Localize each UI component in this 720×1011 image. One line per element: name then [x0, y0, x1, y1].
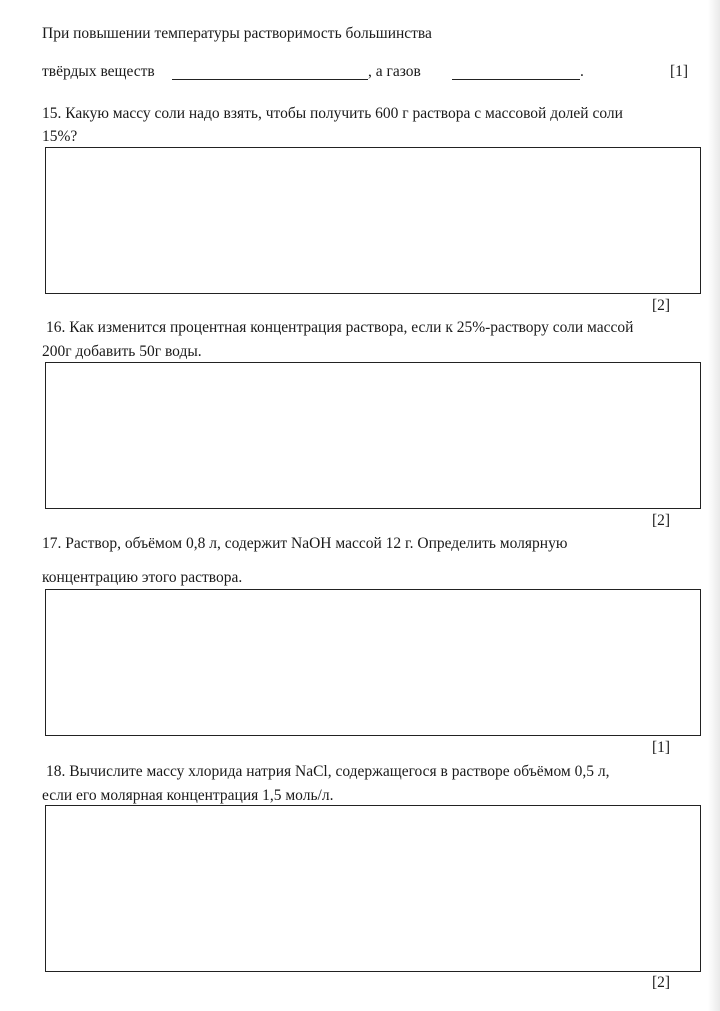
q15-line2: 15%? [42, 128, 78, 145]
q14-line2-end: . [580, 63, 584, 80]
q14-score: [1] [670, 63, 689, 80]
q14-line2-start: твёрдых веществ [42, 63, 155, 80]
q16-line1: 16. Как изменится процентная концентрация раствора, если к 25%-раствору соли массой [46, 319, 634, 336]
q16-answer-box[interactable] [45, 362, 701, 509]
q16-score: [2] [652, 512, 671, 529]
q14-blank-solids[interactable] [172, 79, 368, 80]
q18-line2: если его молярная концентрация 1,5 моль/л. [42, 787, 334, 804]
q17-line1: 17. Раствор, объёмом 0,8 л, содержит NaOH массой 12 г. Определить молярную [42, 535, 568, 552]
q16-line2: 200г добавить 50г воды. [42, 343, 202, 360]
q17-score: [1] [652, 739, 671, 756]
q15-score: [2] [652, 297, 671, 314]
page-edge-shadow [708, 0, 720, 1011]
q17-answer-box[interactable] [45, 589, 701, 736]
q18-answer-box[interactable] [45, 805, 701, 972]
q14-blank-gases[interactable] [452, 79, 580, 80]
q15-answer-box[interactable] [45, 147, 701, 294]
q15-line1: 15. Какую массу соли надо взять, чтобы получить 600 г раствора с массовой долей соли [42, 105, 623, 122]
q18-score: [2] [652, 974, 671, 991]
q14-line2-middle: , а газов [368, 63, 421, 80]
q18-line1: 18. Вычислите массу хлорида натрия NaCl, содержащегося в растворе объёмом 0,5 л, [46, 763, 610, 780]
q14-line1: При повышении температуры растворимость большинства [42, 25, 432, 42]
q17-line2: концентрацию этого раствора. [42, 569, 243, 586]
